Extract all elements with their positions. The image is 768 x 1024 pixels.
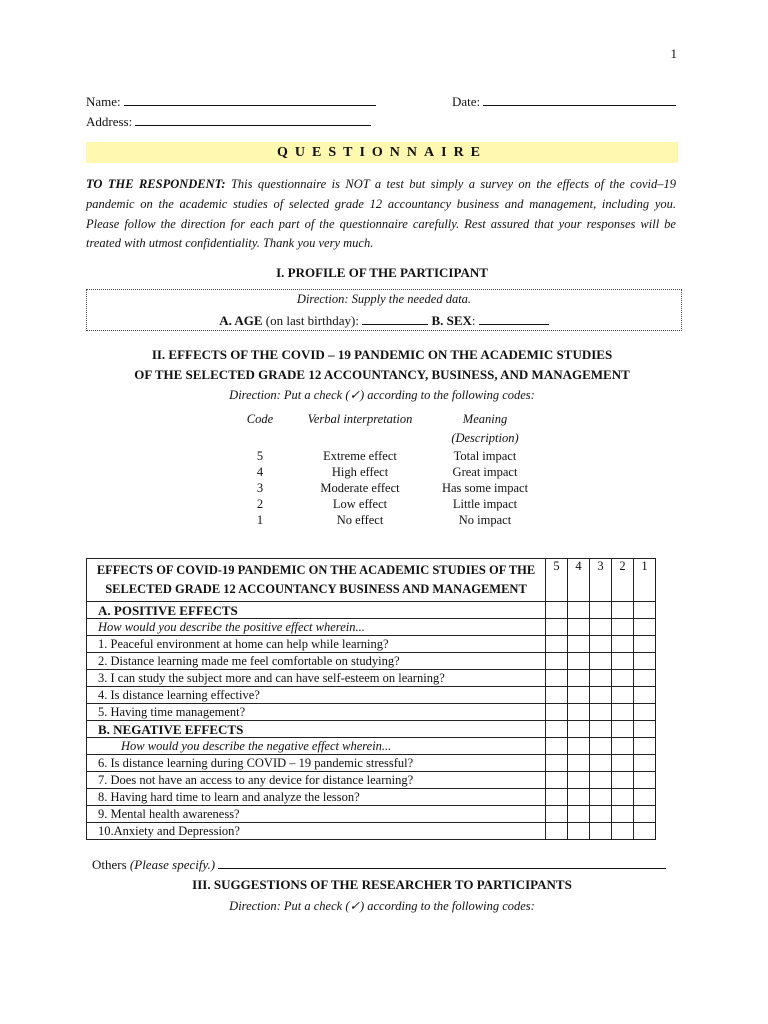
check-cell-3[interactable] [590,636,612,653]
legend-verbal: Extreme effect [323,449,397,463]
table-row [87,772,656,789]
legend-header-code: Code [246,412,274,426]
effects-table [86,558,656,840]
profile-direction: Direction: Supply the needed data. [296,292,472,306]
date-label: Date: [452,94,481,109]
others-field [92,856,666,873]
effects-table-header: EFFECTS OF COVID-19 PANDEMIC ON THE ACADEMIC STUDIES OF THE SELECTED GRADE 12 ACCOUNTANCY BUSINESS AND MANAGEMENT [87,559,546,602]
check-cell-4[interactable] [568,789,590,806]
legend-meaning: Total impact [453,449,517,463]
others-note: (Please specify.) [129,857,216,872]
intro-paragraph [86,175,676,254]
positive-effects-title: A. POSITIVE EFFECTS [87,602,546,619]
negative-effects-prompt: How would you describe the negative effect wherein... [87,738,546,755]
age-label: A. AGE [219,313,263,328]
legend-meaning: Great impact [452,465,518,479]
check-cell-5[interactable] [546,772,568,789]
effect-item: 9. Mental health awareness? [87,806,546,823]
profile-fields [87,312,681,329]
intro-lead: TO THE RESPONDENT: [86,177,226,191]
section-2-heading-line-2: OF THE SELECTED GRADE 12 ACCOUNTANCY, BUSINESS, AND MANAGEMENT [134,367,630,382]
check-cell-3[interactable] [590,687,612,704]
check-cell-3[interactable] [590,789,612,806]
check-cell-1[interactable] [634,670,656,687]
questionnaire-title: QUESTIONNAIRE [86,142,678,163]
legend-header-meaning: Meaning [462,412,508,426]
negative-effects-title: B. NEGATIVE EFFECTS [87,721,546,738]
check-cell-1[interactable] [634,772,656,789]
check-cell-5[interactable] [546,704,568,721]
effect-item: 10.Anxiety and Depression? [87,823,546,840]
check-cell-5[interactable] [546,823,568,840]
age-note: (on last birthday): [265,313,359,328]
check-cell-3[interactable] [590,653,612,670]
others-blank[interactable] [218,856,666,869]
legend-code: 2 [256,497,264,511]
date-field [452,93,676,110]
check-cell-5[interactable] [546,636,568,653]
check-cell-4[interactable] [568,755,590,772]
effect-item: 4. Is distance learning effective? [87,687,546,704]
positive-effects-title-row [87,602,656,619]
check-cell-2[interactable] [612,670,634,687]
legend-code: 1 [256,513,264,527]
check-cell-5[interactable] [546,687,568,704]
table-row [87,687,656,704]
table-row [87,636,656,653]
table-row [87,755,656,772]
page-number: 1 [670,46,677,61]
legend-meaning: Has some impact [441,481,529,495]
check-cell-4[interactable] [568,653,590,670]
score-header-5: 5 [546,559,568,602]
profile-box [86,289,682,331]
check-cell-5[interactable] [546,806,568,823]
name-blank[interactable] [124,93,376,106]
legend-header-description: (Description) [451,431,519,445]
address-field [86,113,371,130]
check-cell-2[interactable] [612,789,634,806]
check-cell-1[interactable] [634,704,656,721]
score-header-2: 2 [612,559,634,602]
table-row [87,653,656,670]
check-cell-2[interactable] [612,636,634,653]
score-header-3: 3 [590,559,612,602]
check-cell-2[interactable] [612,823,634,840]
check-cell-5[interactable] [546,755,568,772]
legend-code: 3 [256,481,264,495]
score-header-1: 1 [634,559,656,602]
check-cell-5[interactable] [546,789,568,806]
check-cell-2[interactable] [612,704,634,721]
check-cell-1[interactable] [634,636,656,653]
legend-verbal: Low effect [332,497,388,511]
section-1-heading: I. PROFILE OF THE PARTICIPANT [276,265,488,280]
legend-row [230,480,540,496]
check-cell-1[interactable] [634,687,656,704]
table-row [87,806,656,823]
check-cell-3[interactable] [590,670,612,687]
legend-header-verbal: Verbal interpretation [307,412,413,426]
sex-blank[interactable] [479,312,549,325]
code-legend [230,410,550,528]
effect-item: 5. Having time management? [87,704,546,721]
table-row [87,670,656,687]
negative-effects-title-row [87,721,656,738]
check-cell-3[interactable] [590,704,612,721]
intro-text: This questionnaire is NOT a test but simply a survey on the effects of the covid–19 pandemic on the academic studies of selected grade 12 accountancy business and management, including you. Please follow the direction for each part of the questionnaire carefully. Rest assured that your responses will be treated with utmost confidentiality. Thank you very much. [86,177,677,251]
check-cell-1[interactable] [634,789,656,806]
check-cell-2[interactable] [612,806,634,823]
check-cell-2[interactable] [612,687,634,704]
legend-meaning: Little impact [452,497,518,511]
effect-item: 3. I can study the subject more and can have self-esteem on learning? [87,670,546,687]
legend-verbal: Moderate effect [320,481,400,495]
check-cell-4[interactable] [568,704,590,721]
legend-meaning: No impact [458,513,512,527]
check-cell-4[interactable] [568,772,590,789]
check-cell-3[interactable] [590,823,612,840]
check-cell-2[interactable] [612,772,634,789]
positive-effects-prompt: How would you describe the positive effect wherein... [87,619,546,636]
address-blank[interactable] [135,113,371,126]
check-cell-3[interactable] [590,806,612,823]
table-row [87,789,656,806]
effect-item: 1. Peaceful environment at home can help while learning? [87,636,546,653]
name-label: Name: [86,94,121,109]
section-2-direction: Direction: Put a check (✓) according to the following codes: [229,388,535,402]
legend-row [230,448,540,464]
effect-item: 8. Having hard time to learn and analyze the lesson? [87,789,546,806]
check-cell-2[interactable] [612,653,634,670]
effect-item: 2. Distance learning made me feel comfortable on studying? [87,653,546,670]
check-cell-4[interactable] [568,670,590,687]
check-cell-4[interactable] [568,636,590,653]
check-cell-4[interactable] [568,806,590,823]
check-cell-2[interactable] [612,755,634,772]
check-cell-5[interactable] [546,670,568,687]
legend-row [230,464,540,480]
sex-colon: : [471,313,476,328]
legend-row [230,512,540,528]
check-cell-3[interactable] [590,755,612,772]
name-field [86,93,376,110]
legend-verbal: No effect [336,513,384,527]
table-row [87,823,656,840]
legend-code: 4 [256,465,264,479]
section-2-heading-line-1: II. EFFECTS OF THE COVID – 19 PANDEMIC ON THE ACADEMIC STUDIES [151,347,613,362]
sex-label: B. SEX [431,313,472,328]
table-row [87,704,656,721]
check-cell-5[interactable] [546,653,568,670]
legend-row [230,496,540,512]
check-cell-1[interactable] [634,823,656,840]
date-blank[interactable] [483,93,676,106]
others-label: Others [92,857,127,872]
check-cell-1[interactable] [634,755,656,772]
legend-code: 5 [256,449,264,463]
positive-effects-prompt-row [87,619,656,636]
check-cell-3[interactable] [590,772,612,789]
effect-item: 7. Does not have an access to any device for distance learning? [87,772,546,789]
negative-effects-prompt-row [87,738,656,755]
check-cell-4[interactable] [568,823,590,840]
check-cell-1[interactable] [634,806,656,823]
effect-item: 6. Is distance learning during COVID – 19 pandemic stressful? [87,755,546,772]
effects-table-header-row [87,559,656,602]
age-blank[interactable] [362,312,428,325]
section-3-direction: Direction: Put a check (✓) according to the following codes: [229,899,535,913]
check-cell-1[interactable] [634,653,656,670]
section-3-heading: III. SUGGESTIONS OF THE RESEARCHER TO PARTICIPANTS [192,877,572,892]
score-header-4: 4 [568,559,590,602]
legend-verbal: High effect [331,465,389,479]
address-label: Address: [86,114,133,129]
check-cell-4[interactable] [568,687,590,704]
